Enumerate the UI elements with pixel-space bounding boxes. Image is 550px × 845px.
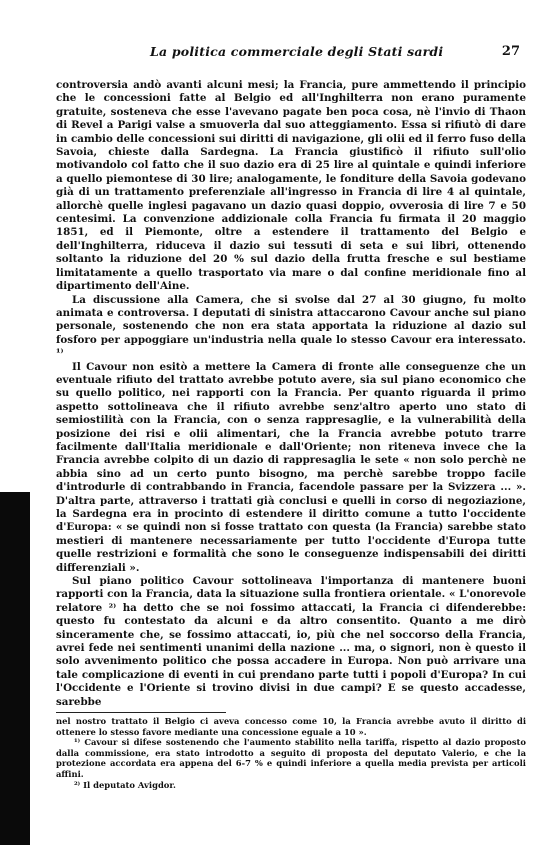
running-title: La politica commerciale degli Stati sardi bbox=[150, 44, 444, 59]
footnote-2: ²⁾ Il deputato Avigdor. bbox=[74, 779, 176, 790]
footnotes bbox=[56, 716, 526, 790]
page-number: 27 bbox=[501, 44, 520, 59]
paragraph: Sul piano politico Cavour sottolineava l'importanza di mantenere buoni rapporti con la Francia, data la situazione sulla frontiera orientale. « L'onorevole relatore ²⁾ ha detto che se noi fossimo attaccati, la Francia ci difenderebbe: questo fu contestato da alcuni e da altro consentito. Quanto a me dirò sinceramente che, se fossimo attaccati, io, più che nel soccorso della Francia, avrei fede nei sentimenti unanimi della nazione ... ma, o signori, non è questo il solo avvenimento politico che possa accadere in Europa. Non può arrivare una tale complicazione di eventi in cui prendano parte tutti i popoli d'Europa? In cui l'Occidente e l'Oriente si trovino divisi in due campi? E se questo accadesse, sarebbe bbox=[56, 575, 526, 708]
page-header bbox=[150, 44, 520, 64]
paragraph: La discussione alla Camera, che si svolse dal 27 al 30 giugno, fu molto animata e controversa. I deputati di sinistra attaccarono Cavour anche sul piano personale, sostenendo che non era stata apportata la riduzione al dazio sul fosforo per appoggiare un'industria nella quale lo stesso Cavour era interessato. ¹⁾ bbox=[56, 293, 526, 360]
footnote-1: ¹⁾ Cavour si difese sostenendo che l'aumento stabilito nella tariffa, rispetto al dazio proposto dalla commissione, era stato introdotto a seguito di proposta del deputato Valerio, e che la protezione accordata era appena del 6-7 % e quindi inferiore a quella media prevista per articoli affini. bbox=[56, 737, 526, 779]
paragraph: controversia andò avanti alcuni mesi; la Francia, pure ammettendo il principio che le concessioni fatte al Belgio ed all'Inghilterra non erano puramente gratuite, sosteneva che esse l'avevano pagate ben poca cosa, nè l'invio di Thaon di Revel a Parigi valse a smuoverla dal suo atteggiamento. Essa si rifiutò di dare in cambio delle concessioni sui diritti di navigazione, gli olii ed il ferro fuso della Savoia, chieste dalla Sardegna. La Francia giustificò il rifiuto sull'olio motivandolo col fatto che il suo dazio era di 25 lire al quintale e quindi inferiore a quello piemontese di 30 lire; analogamente, le fonditure della Savoia godevano già di un trattamento preferenziale all'ingresso in Francia di lire 4 al quintale, allorchè quelle inglesi pagavano un dazio quasi doppio, ovverosia di lire 7 e 50 centesimi. La convenzione addizionale colla Francia fu firmata il 20 maggio 1851, ed il Piemonte, oltre a estendere il trattamento del Belgio e dell'Inghilterra, riduceva il dazio sui tessuti di seta e sui libri, ottenendo soltanto la riduzione del 20 % sul dazio della frutta fresche e sul bestiame limitatamente a quello trasportato via mare o dal confine meridionale fino al dipartimento dell'Aine. bbox=[56, 79, 526, 293]
footnote-continuation: nel nostro trattato il Belgio ci aveva concesso come 10, la Francia avrebbe avuto il diritto di ottenere lo stesso favore mediante una concessione eguale a 10 ». bbox=[56, 716, 526, 737]
footnote-divider bbox=[56, 712, 226, 713]
body-text bbox=[56, 79, 526, 709]
scan-edge-shadow bbox=[0, 492, 30, 845]
paragraph: Il Cavour non esitò a mettere la Camera di fronte alle conseguenze che un eventuale rifiuto del trattato avrebbe potuto avere, sia sul piano economico che su quello politico, nei rapporti con la Francia. Per quanto riguarda il primo aspetto sottolineava che il rifiuto avrebbe senz'altro aperto uno stato di semiostilità con la Francia, con o senza rappresaglie, e la vulnerabilità della posizione dei risi e olii alimentari, che la Francia avrebbe potuto trarre facilmente dall'Italia meridionale e dall'Oriente; non riteneva invece che la Francia avrebbe colpito di un dazio di rappresaglia le sete « non solo perchè ne abbia sino ad un certo punto bisogno, ma perchè sarebbe troppo facile d'introdurle di contrabbando in Francia, facendole passare per la Svizzera ... ». D'altra parte, attraverso i trattati già conclusi e quelli in corso di negoziazione, la Sardegna era in procinto di estendere il diritto comune a tutto l'occidente d'Europa: « se quindi non si fosse trattato con questa (la Francia) sarebbe stato mestieri di mantenere necessariamente per tutto l'occidente d'Europa tutte quelle restrizioni e formalità che sono le conseguenze indispensabili dei diritti differenziali ». bbox=[56, 360, 526, 574]
